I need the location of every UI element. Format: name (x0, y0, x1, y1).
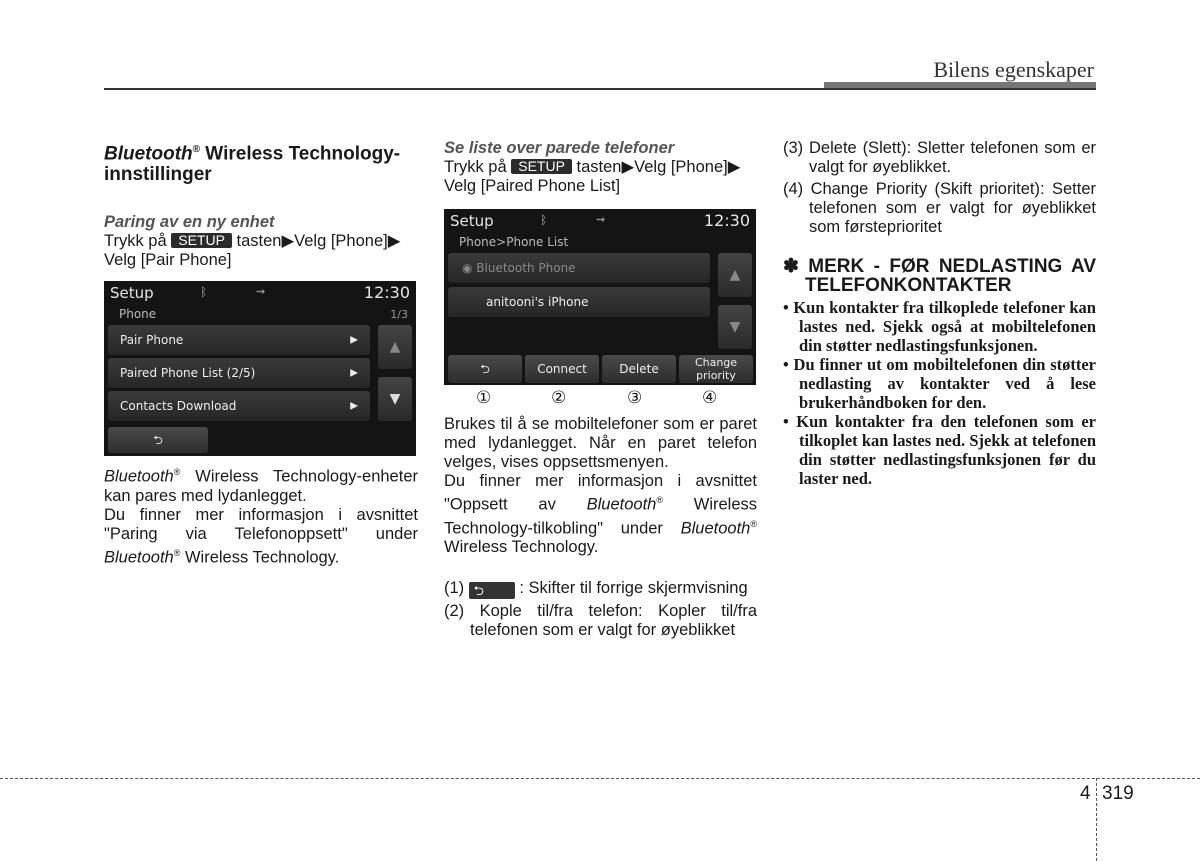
callout-1: ① (476, 388, 492, 407)
footer-divider (1096, 778, 1097, 861)
setup-key-badge: SETUP (511, 159, 572, 174)
list-item-2: (2) Kople til/fra telefon: Kopler til/fra telefonen som er valgt for øyeblikket (444, 602, 757, 639)
list-item-bluetooth-phone[interactable] (448, 253, 710, 283)
screen-subtitle: Phone (119, 307, 157, 321)
screen-title: Setup (110, 284, 154, 302)
note-bullet: • Kun kontakter fra den telefonen som er tilkoplet kan lastes ned. Sjekk at telefonen din støtter nedlastingsfunksjonen før du laster ned. (783, 412, 1096, 488)
connect-button[interactable]: Connect (525, 355, 599, 383)
scroll-up-button[interactable]: ▲ (378, 325, 412, 369)
change-priority-button[interactable]: Change priority (679, 355, 753, 383)
header-rule (104, 88, 1096, 90)
column-3 (783, 139, 1096, 488)
column-1 (104, 139, 418, 270)
bluetooth-icon: ᛒ (200, 285, 208, 299)
play-circle-icon: ◉ Bluetooth Phone (462, 261, 576, 275)
scroll-down-button[interactable]: ▼ (378, 377, 412, 421)
back-button[interactable]: ⮌ (448, 355, 522, 383)
usb-icon: ⇝ (256, 285, 266, 298)
paragraph-more-info: Du finner mer informasjon i avsnittet "Oppsett av Bluetooth® Wireless Technology-tilkobling" under Bluetooth® Wireless Technology. (444, 472, 758, 556)
note-bullets (783, 298, 1096, 488)
paragraph-more-info: Du finner mer informasjon i avsnittet "Paring via Telefonoppsett" under Bluetooth® Wireless Technology. (104, 505, 418, 566)
screen-subtitle: Phone>Phone List (459, 235, 569, 249)
list-item-3: (3) Delete (Slett): Sletter telefonen som er valgt for øyeblikket. (783, 139, 1096, 176)
menu-item-contacts-download[interactable]: Contacts Download ▶ (108, 391, 370, 421)
chapter-number: 4 (1080, 783, 1091, 804)
footer-rule (0, 778, 1200, 779)
list-item-1: (1) ⮌ : Skifter til forrige skjermvisning (444, 579, 748, 598)
menu-item-pair-phone[interactable]: Pair Phone ▶ (108, 325, 370, 355)
note-bullet: • Kun kontakter fra tilkoplede telefoner kan lastes ned. Sjekk også at mobiltelefonen din støtter nedlastingsfunksjonen. (783, 298, 1096, 355)
column-2 (444, 139, 757, 196)
section-title: Bilens egenskaper (933, 57, 1094, 82)
column-1-body (104, 463, 418, 567)
screen-time: 12:30 (363, 283, 410, 302)
paragraph-bt-pairing: Bluetooth® Wireless Technology-enheter kan pares med lydanlegget. (104, 467, 418, 505)
subheading-pairing: Paring av en ny enhet (104, 213, 275, 232)
page-number: 319 (1102, 783, 1134, 804)
note-bullet: • Du finner ut om mobiltelefonen din støtter nedlasting av kontakter ved å lese brukerhåndboken for den. (783, 355, 1096, 412)
usb-icon: ⇝ (596, 213, 606, 226)
arrow-right-icon: ▶ (350, 334, 358, 346)
section-heading: Bluetooth® Wireless Technology-innstillinger (104, 143, 401, 186)
arrow-right-icon: ▶ (350, 367, 358, 379)
subheading-paired-list: Se liste over parede telefoner (444, 139, 675, 157)
scroll-up-button[interactable]: ▲ (718, 253, 752, 297)
delete-button[interactable]: Delete (602, 355, 676, 383)
instruction-paired-list: Trykk på SETUP tasten▶Velg [Phone]▶ Velg [Paired Phone List] (444, 158, 741, 195)
callout-2: ② (551, 388, 567, 407)
list-item-iphone[interactable]: anitooni's iPhone (448, 287, 710, 317)
screen-setup-phone (104, 281, 416, 456)
back-button[interactable]: ⮌ (108, 427, 208, 453)
note-heading: ✽ MERK - FØR NEDLASTING AV TELEFONKONTAKTER (783, 256, 1096, 296)
screen-time: 12:30 (703, 211, 750, 230)
paragraph-list-purpose: Brukes til å se mobiltelefoner som er paret med lydanlegget. Når en paret telefon velges, vises oppsettsmenyen. (444, 415, 757, 471)
arrow-right-icon: ▶ (350, 400, 358, 412)
back-button-icon: ⮌ (469, 582, 515, 599)
callout-4: ④ (702, 388, 718, 407)
menu-item-paired-list[interactable]: Paired Phone List (2/5) ▶ (108, 358, 370, 388)
bluetooth-icon: ᛒ (540, 213, 548, 227)
scroll-down-button[interactable]: ▼ (718, 305, 752, 349)
screen-title: Setup (450, 212, 494, 230)
column-2-body (444, 415, 757, 640)
setup-key-badge: SETUP (171, 233, 232, 248)
screen-page-indicator: 1/3 (390, 308, 408, 321)
instruction-pair: Trykk på SETUP tasten▶Velg [Phone]▶ Velg [Pair Phone] (104, 232, 401, 270)
callout-3: ③ (627, 388, 643, 407)
list-item-4: (4) Change Priority (Skift prioritet): Setter telefonen som er valgt for øyeblikket som førsteprioritet (783, 180, 1096, 236)
screen-phone-list (444, 209, 756, 385)
